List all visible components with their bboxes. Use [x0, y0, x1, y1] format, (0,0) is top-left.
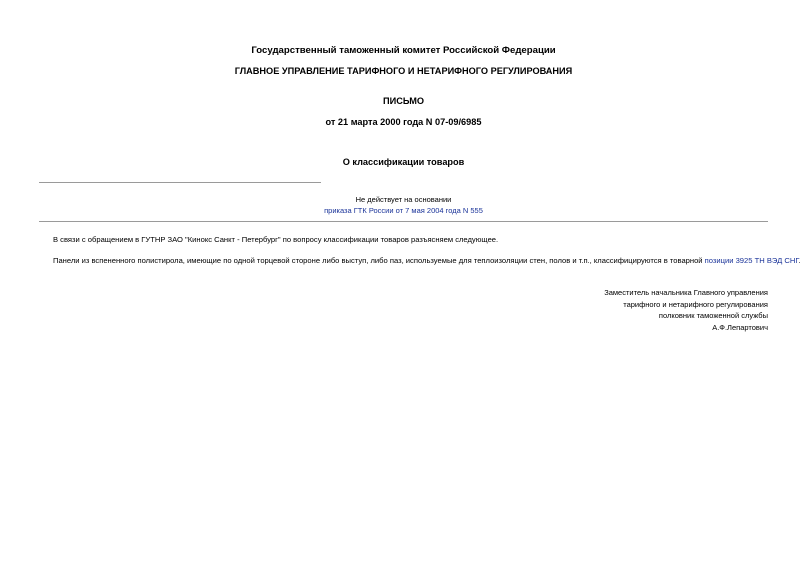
status-note: Не действует на основании: [355, 195, 452, 204]
status-link-line: [0, 206, 807, 215]
department-title: ГЛАВНОЕ УПРАВЛЕНИЕ ТАРИФНОГО И НЕТАРИФНОГО РЕГУЛИРОВАНИЯ: [234, 66, 573, 76]
signature-line-3: полковник таможенной службы: [658, 311, 768, 320]
signature-line-1: Заместитель начальника Главного управления: [604, 288, 768, 297]
body-paragraph-2-end: .: [798, 256, 801, 265]
divider-full: [39, 221, 768, 222]
agency-title: Государственный таможенный комитет Российской Федерации: [251, 45, 556, 56]
signature-block: [604, 287, 768, 333]
repeal-order-link[interactable]: приказа ГТК России от 7 мая 2004 года N 555: [324, 206, 483, 215]
tariff-position-link[interactable]: позиции 3925 ТН ВЭД СНГ: [704, 256, 799, 265]
body-paragraph-2: [53, 256, 801, 265]
document-subject: О классификации товаров: [342, 157, 465, 167]
signature-name: А.Ф.Лепартович: [712, 322, 768, 332]
document-date-number: от 21 марта 2000 года N 07-09/6985: [325, 117, 482, 127]
document-type: ПИСЬМО: [382, 96, 425, 106]
divider-short: [39, 182, 321, 183]
body-paragraph-1: В связи с обращением в ГУТНР ЗАО "Кинокс Санкт - Петербург" по вопросу классификации товаров разъясняем следующее.: [53, 235, 499, 244]
signature-line-2: тарифного и нетарифного регулирования: [623, 299, 768, 309]
body-paragraph-2-text: Панели из вспененного полистирола, имеющие по одной торцевой стороне либо выступ, либо паз, используемые для теплоизоляции стен, полов и т.п., классифицируются в товарной: [53, 256, 705, 265]
